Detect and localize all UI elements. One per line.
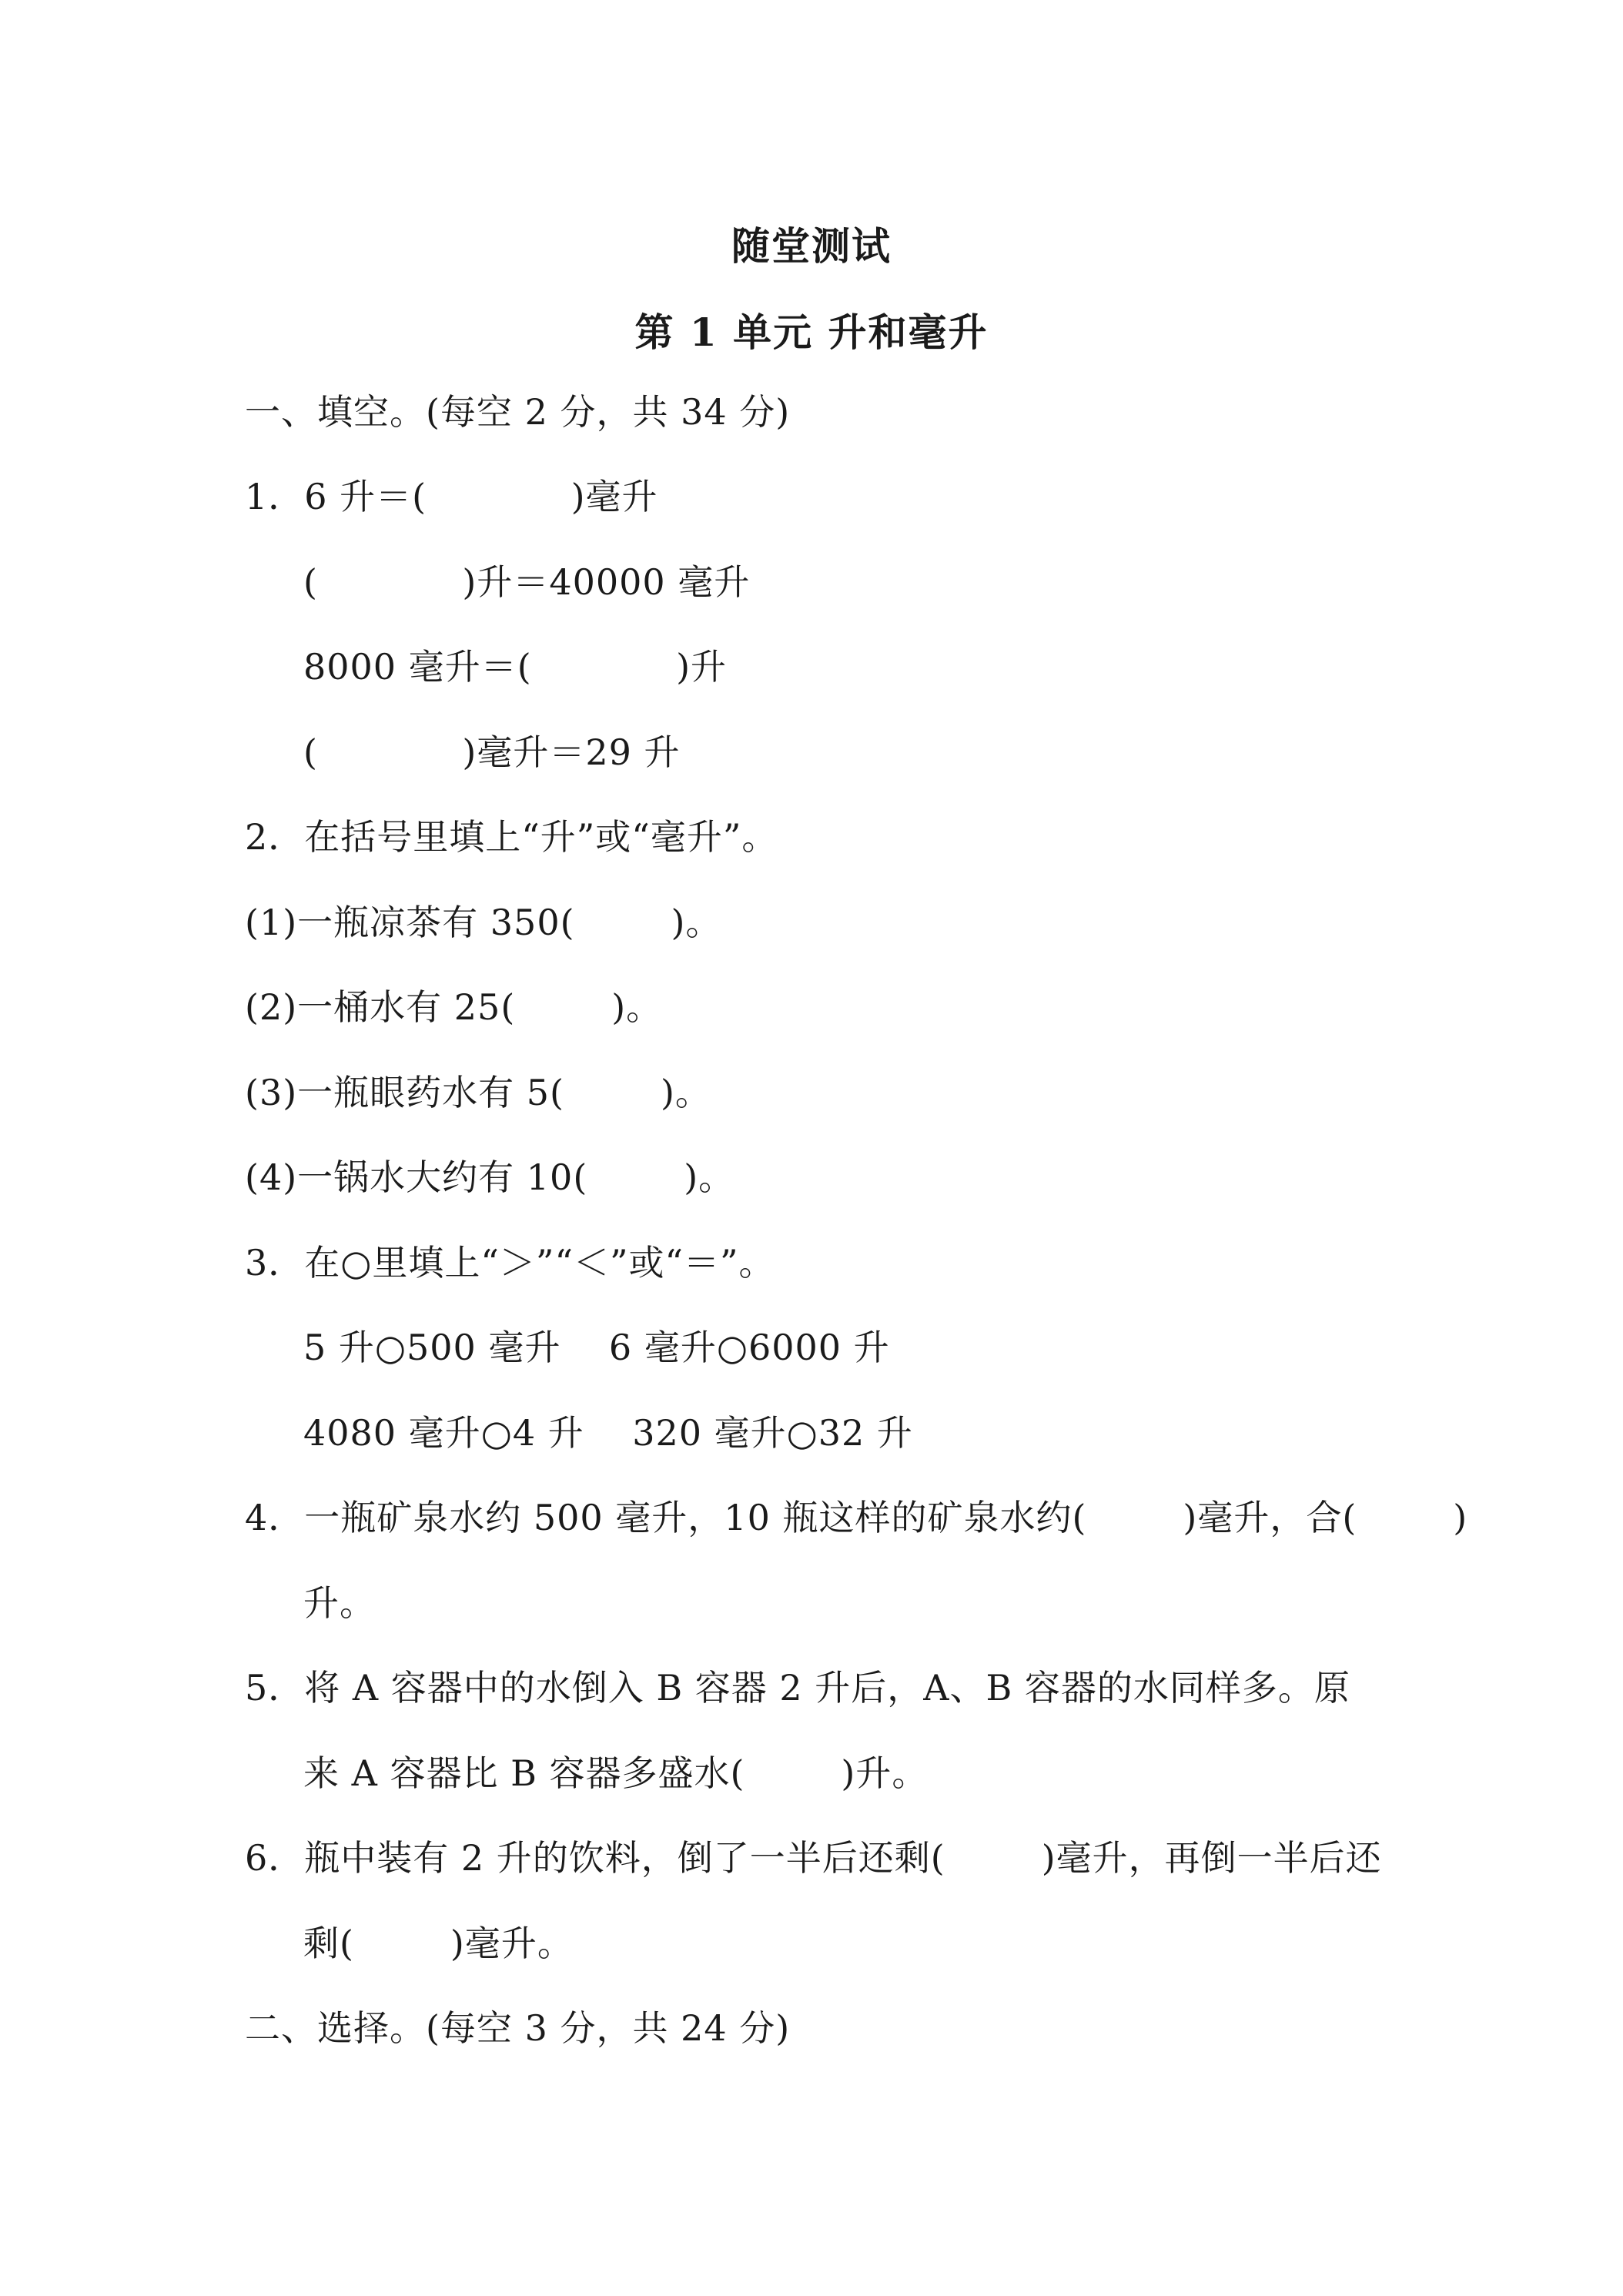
q6-line2: 剩( )毫升。: [303, 1923, 574, 1964]
q4-line1: 4．一瓶矿泉水约 500 毫升，10 瓶这样的矿泉水约( )毫升，合( ): [245, 1497, 1468, 1538]
q2-prompt: 2．在括号里填上“升”或“毫升”。: [245, 816, 778, 858]
q2-item3: (3)一瓶眼药水有 5( )。: [245, 1072, 711, 1113]
q1-line3: 8000 毫升＝( )升: [303, 646, 728, 688]
page-title: 随堂测试: [731, 223, 892, 269]
q5-line1: 5．将 A 容器中的水倒入 B 容器 2 升后，A、B 容器的水同样多。原: [245, 1667, 1350, 1709]
q3-prompt: 3．在○里填上“＞”“＜”或“＝”。: [245, 1242, 775, 1284]
q4-line2: 升。: [303, 1582, 376, 1624]
q6-line1: 6．瓶中装有 2 升的饮料，倒了一半后还剩( )毫升，再倒一半后还: [245, 1837, 1382, 1879]
q2-item2: (2)一桶水有 25( )。: [245, 986, 663, 1028]
q1-line4: ( )毫升＝29 升: [303, 731, 681, 773]
q3-row1: 5 升○500 毫升 6 毫升○6000 升: [303, 1327, 890, 1368]
section2-heading: 二、选择。(每空 3 分，共 24 分): [245, 2007, 791, 2049]
q2-item1: (1)一瓶凉茶有 350( )。: [245, 902, 722, 943]
q5-line2: 来 A 容器比 B 容器多盛水( )升。: [303, 1752, 929, 1794]
unit-title: 第 1 单元 升和毫升: [634, 310, 989, 355]
q1-line2: ( )升＝40000 毫升: [303, 561, 751, 603]
q3-row2: 4080 毫升○4 升 320 毫升○32 升: [303, 1412, 913, 1454]
q2-item4: (4)一锅水大约有 10( )。: [245, 1156, 735, 1198]
section1-heading: 一、填空。(每空 2 分，共 34 分): [245, 391, 791, 433]
q1-line1: 1．6 升＝( )毫升: [245, 476, 658, 517]
